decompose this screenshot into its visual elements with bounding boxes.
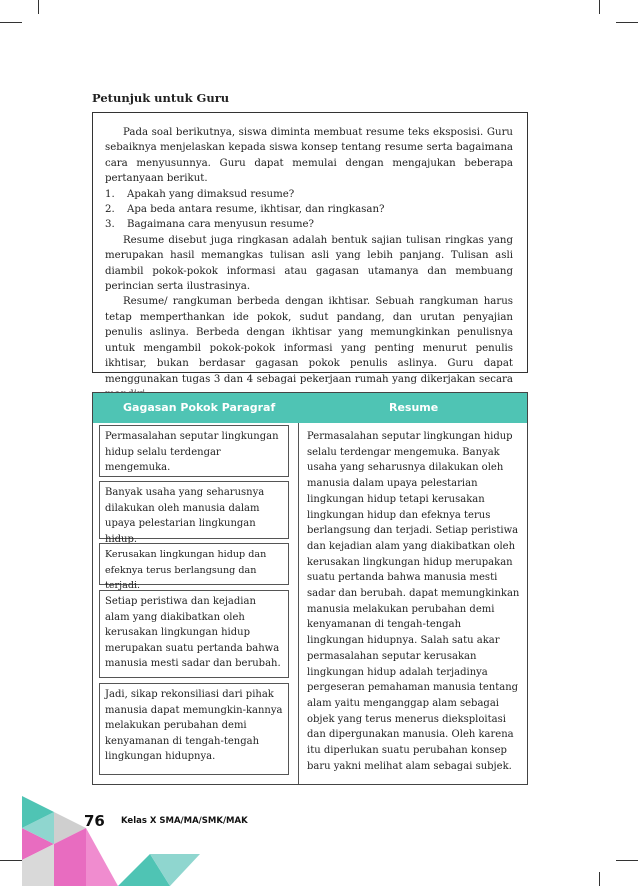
list-item: 2. Apa beda antara resume, ikhtisar, dan ringkasan?	[105, 204, 385, 216]
idea-cell: Setiap peristiwa dan kejadian alam yang diakibatkan oleh kerusakan lingkungan hidup merupakan suatu pertanda bahwa manusia mesti sadar dan berubah.	[99, 590, 289, 678]
guide-paragraph: Resume disebut juga ringkasan adalah bentuk sajian tulisan ringkas yang merupakan hasil memangkas tulisan asli yang lebih panjang. Tulisan asli diambil pokok-pokok informasi atau gagasan utamanya dan membuang perincian serta ilustrasinya.	[105, 234, 513, 293]
idea-cell: Kerusakan lingkungan hidup dan efeknya terus berlangsung dan terjadi.	[99, 543, 289, 585]
section-heading: Petunjuk untuk Guru	[92, 91, 230, 105]
pink-triangle	[86, 828, 118, 886]
idea-cell: Banyak usaha yang seharusnya dilakukan oleh manusia dalam upaya pelestarian lingkungan hidup.	[99, 481, 289, 539]
book-title: Kelas X SMA/MA/SMK/MAK	[121, 816, 248, 826]
decorative-triangles	[0, 770, 240, 886]
guide-intro: Pada soal berikutnya, siswa diminta membuat resume teks eksposisi. Guru sebaiknya menjelaskan kepada siswa konsep tentang resume serta bagaimana cara menyusunnya. Guru dapat memulai dengan mengajukan beberapa pertanyaan berikut.	[105, 127, 513, 185]
crop-mark	[616, 860, 638, 861]
list-item: 3. Bagaimana cara menyusun resume?	[105, 219, 314, 231]
crop-mark	[599, 872, 600, 886]
resume-text: Permasalahan seputar lingkungan hidup selalu terdengar mengemuka. Banyak usaha yang seharusnya dilakukan oleh manusia dalam upaya pelestarian lingkungan hidup tetapi kerusakan lingkungan hidup dan efeknya terus berlangsung dan terjadi. Setiap peristiwa dan kejadian alam yang diakibatkan oleh kerusakan lingkungan hidup merupakan suatu pertanda bahwa manusia mesti sadar dan berubah. dapat memungkinkan manusia melakukan perubahan demi kenyamanan di tengah-tengah lingkungan hidupnya. Salah satu akar permasalahan seputar kerusakan lingkungan hidup adalah terjadinya pergeseran pemahaman manusia tentang alam yaitu menganggap alam sebagai objek yang terus menerus dieksploitasi dan dipergunakan manusia. Oleh karena itu diperlukan suatu perubahan konsep baru yakni melihat alam sebagai subjek.	[307, 431, 520, 772]
column-divider	[298, 423, 299, 784]
column-header-resume: Resume	[389, 401, 439, 414]
guide-paragraph: Resume/ rangkuman berbeda dengan ikhtisar. Sebuah rangkuman harus tetap memperthankan ide pokok, sudut pandang, dan urutan penyajian penulis aslinya. Berbeda dengan ikhtisar yang memungkinkan penulisnya untuk mengambil pokok-pokok informasi yang penting menurut penulis ikhtisar, bukan berdasar gagasan pokok penulis aslinya. Guru dapat menggunakan tugas 3 dan 4 sebagai pekerjaan rumah yang dikerjakan secara	[105, 296, 513, 385]
teacher-guide-box	[92, 112, 528, 385]
idea-cell: Permasalahan seputar lingkungan hidup selalu terdengar mengemuka.	[99, 425, 289, 477]
crop-mark	[0, 22, 22, 23]
crop-mark	[38, 0, 39, 14]
page-number: 76	[84, 812, 105, 830]
column-header-ideas: Gagasan Pokok Paragraf	[123, 401, 276, 414]
crop-mark	[599, 0, 600, 14]
resume-table	[92, 392, 528, 785]
idea-cell: Jadi, sikap rekonsiliasi dari pihak manusia dapat memungkin-kannya melakukan perubahan demi kenyamanan di tengah-tengah lingkungan hidupnya.	[99, 683, 289, 775]
list-item: 1. Apakah yang dimaksud resume?	[105, 188, 295, 200]
crop-mark	[616, 22, 638, 23]
table-header	[93, 393, 527, 423]
